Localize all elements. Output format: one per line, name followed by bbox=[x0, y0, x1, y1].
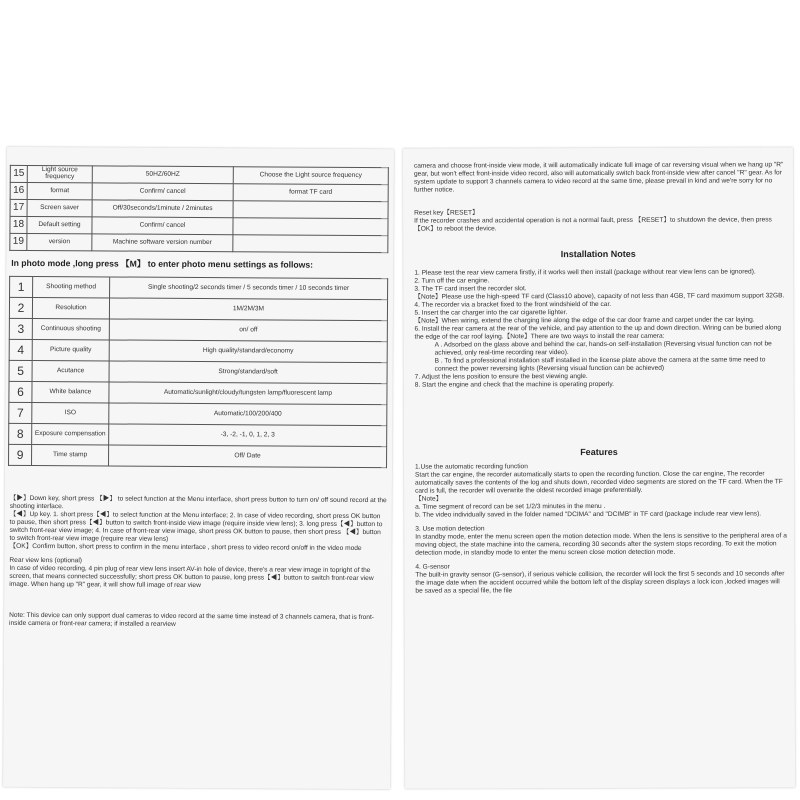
menu-item-name: Continuous shooting bbox=[32, 318, 109, 339]
menu-item-options: on/ off bbox=[109, 319, 387, 342]
row-number: 7 bbox=[9, 402, 32, 423]
row-number: 18 bbox=[10, 216, 27, 233]
row-number: 1 bbox=[10, 276, 33, 297]
feature-line: a. Time segment of record can be set 1/2/3 minutes in the menu . bbox=[415, 502, 606, 511]
setting-description bbox=[233, 218, 388, 236]
menu-item-options: Automatic/sunlight/cloudy/tungsten lamp/fluorescent lamp bbox=[109, 382, 387, 405]
installation-step: 1. Please test the rear view camera firstly, if it works well then install (package without rear view lens can be ignored). bbox=[414, 268, 756, 277]
setting-options: Off/30seconds/1minute / 2minutes bbox=[92, 200, 233, 218]
menu-item-options: -3, -2, -1, 0, 1, 2, 3 bbox=[109, 424, 387, 447]
setting-description: format TF card bbox=[233, 184, 388, 202]
setting-name: Light source frequency bbox=[27, 165, 92, 182]
row-number: 4 bbox=[9, 339, 32, 360]
row-number: 9 bbox=[9, 444, 32, 465]
menu-item-options: 1M/2M/3M bbox=[109, 298, 387, 321]
right-manual-page bbox=[403, 147, 795, 788]
setting-options: Confirm/ cancel bbox=[92, 183, 233, 201]
menu-item-options: Strong/standard/soft bbox=[109, 361, 387, 384]
installation-step: 2. Turn off the car engine. bbox=[414, 277, 490, 285]
installation-step: 6. Install the rear camera at the rear of the vehicle, and pay attention to the up and down direction. Wiring can be buried along the edge of the car roof laying.【Note】There are two ways to install the rear camera: bbox=[414, 324, 782, 341]
installation-step: 4. The recorder via a bracket fixed to the front windshield of the car. bbox=[414, 300, 612, 309]
photo-menu-heading: In photo mode ,long press 【M】 to enter photo menu settings as follows: bbox=[11, 257, 314, 270]
row-number: 15 bbox=[10, 165, 27, 182]
menu-item-name: White balance bbox=[32, 381, 109, 402]
installation-step: A . Adsorbed on the glass above and behind the car, hands-on self-installation (Reversing visual function can not be achieved, only real-time recording rear video). bbox=[434, 340, 772, 357]
menu-item-options: Off/ Date bbox=[109, 445, 387, 468]
table-row bbox=[9, 297, 387, 320]
rear-view-heading: Rear view lens (optional) bbox=[9, 556, 83, 565]
table-row bbox=[9, 381, 387, 404]
ok-key-text: 【OK】Confirm button, short press to confirm in the menu interface , short press to video record on/off in the video mode bbox=[9, 542, 362, 552]
feature-line: In standby mode, enter the menu screen open the motion detection mode. When the lens is sensitive to the peripheral area of a moving object, the state machine into the camera, recording 30 seconds after the system stops recording. To exit the motion detection mode, in standby mode to enter the menu screen close motion detection mode. bbox=[415, 532, 787, 557]
dual-camera-note bbox=[9, 612, 387, 630]
down-key-text: 【▶】Down key, short press 【▶】 to select function at the Menu interface, short press button to turn on/ off sound record at the shooting interface. bbox=[9, 494, 387, 511]
table-row bbox=[9, 423, 387, 446]
feature-line: b. The video individually saved in the folder named "DCIMA" and "DCIMB" in TF card (package include rear view lens). bbox=[415, 510, 762, 519]
setting-options: 50HZ/60HZ bbox=[92, 166, 233, 184]
features-list bbox=[415, 462, 787, 595]
setting-options: Confirm/ cancel bbox=[92, 217, 233, 235]
reset-text: If the recorder crashes and accidental operation is not a normal fault, press 【RESET】to shutdown the device, then press【OK】to reboot the device. bbox=[414, 216, 772, 233]
feature-line: 4. G-sensor bbox=[415, 563, 450, 571]
menu-item-options: Single shooting/2 seconds timer / 5 seconds timer / 10 seconds timer bbox=[110, 277, 388, 300]
row-number: 19 bbox=[10, 233, 27, 250]
installation-step: 【Note】Please use the high-speed TF card (Class10 above), capacity of not less than 4GB, TF card maximum support 32GB. bbox=[414, 292, 785, 301]
table-row bbox=[10, 233, 388, 252]
rear-view-section bbox=[9, 557, 387, 591]
photo-menu-table bbox=[8, 276, 388, 468]
installation-step: B . To find a professional installation staff installed in the license plate above the camera at the same time need to connect the power reversing lights (Reversing visual function can be achieved) bbox=[434, 356, 766, 373]
table-row bbox=[9, 402, 387, 425]
setting-name: format bbox=[27, 182, 92, 199]
menu-item-name: Exposure compensation bbox=[32, 423, 109, 444]
row-number: 6 bbox=[9, 381, 32, 402]
installation-step: 5. Insert the car charger into the car cigarette lighter. bbox=[414, 309, 568, 317]
setting-description bbox=[233, 235, 388, 253]
feature-line: 1.Use the automatic recording function bbox=[414, 463, 528, 471]
table-row bbox=[9, 360, 387, 383]
menu-item-name: Shooting method bbox=[33, 276, 110, 297]
reset-heading: Reset key【RESET】 bbox=[414, 209, 479, 217]
continued-text: camera and choose front-inside view mode, it will automatically indicate full image of car reversing visual when we hang up "R" gear, but won't effect front-inside video record, also will automatically switch back front-inside view after cancel "R" gear. As for system update to support 3 channels camera to video record at the same time, please prevail in kind and we're sorry for no further notice. bbox=[413, 161, 784, 194]
system-settings-table bbox=[9, 165, 389, 253]
row-number: 16 bbox=[10, 182, 27, 199]
menu-item-options: High quality/standard/economy bbox=[109, 340, 387, 363]
feature-line: 3. Use motion detection bbox=[415, 525, 485, 533]
row-number: 2 bbox=[9, 297, 32, 318]
table-row bbox=[10, 276, 388, 299]
setting-options: Machine software version number bbox=[92, 234, 233, 252]
installation-step: 7. Adjust the lens position to ensure the best viewing angle. bbox=[414, 373, 588, 381]
rear-camera-continued bbox=[414, 161, 784, 194]
row-number: 3 bbox=[9, 318, 32, 339]
menu-item-name: Time stamp bbox=[32, 444, 109, 465]
feature-line: 【Note】 bbox=[415, 495, 443, 503]
setting-description: Choose the Light source frequency bbox=[233, 167, 388, 185]
menu-item-options: Automatic/100/200/400 bbox=[109, 403, 387, 426]
left-manual-page bbox=[3, 147, 394, 789]
installation-notes-title: Installation Notes bbox=[560, 248, 636, 260]
row-number: 5 bbox=[9, 360, 32, 381]
menu-item-name: Acutance bbox=[32, 360, 109, 381]
installation-step: 8. Start the engine and check that the machine is operating properly. bbox=[414, 380, 615, 389]
up-key-text: 【◀】Up key. 1. short press【◀】to select function at the Menu interface; 2. In case of video recording, short press OK button to pause, then short press【◀】button to switch front-inside view image (require inside view lens); 3. long press【◀】button to switch front-rear view image; 4. In case of front-rear view image, short press OK button to pause, then short press 【◀】button to switch front-rear view image (require rear view lens) bbox=[9, 510, 383, 543]
feature-line: The built-in gravity sensor (G-sensor), if serious vehicle collision, the recorder will lock the first 5 seconds and 10 seconds after the image date when the accident occurred while the bottom left of the display screen displays a lock icon ,locked images will be saved as a special file, the file bbox=[415, 570, 785, 595]
setting-name: Default setting bbox=[27, 216, 92, 233]
setting-name: version bbox=[27, 233, 92, 250]
button-instructions bbox=[9, 495, 387, 553]
feature-line: Start the car engine, the recorder automatically starts to open the recording function. Close the car engine, The recorder automatically saves the contents of the log and shuts down, recorded video segments are stored on the TF card. When the TF card is full, the recorder will overwrite the oldest recorded image preferentially. bbox=[415, 470, 783, 495]
features-title: Features bbox=[580, 446, 618, 458]
table-row bbox=[9, 318, 387, 341]
menu-item-name: Picture quality bbox=[32, 339, 109, 360]
table-row bbox=[9, 339, 387, 362]
setting-name: Screen saver bbox=[27, 199, 92, 216]
table-row bbox=[9, 444, 387, 467]
reset-key-section bbox=[414, 208, 784, 233]
installation-step: 【Note】When wiring, extend the charging line along the edge of the car door frame and carpet under the car laying. bbox=[414, 316, 755, 325]
setting-description bbox=[233, 201, 388, 219]
row-number: 17 bbox=[10, 199, 27, 216]
row-number: 8 bbox=[9, 423, 32, 444]
menu-item-name: ISO bbox=[32, 402, 109, 423]
menu-item-name: Resolution bbox=[32, 297, 109, 318]
installation-notes-list bbox=[414, 268, 786, 389]
installation-step: 3. The TF card insert the recorder slot. bbox=[414, 285, 527, 293]
rear-view-text: In case of video recording, 4 pin plug of rear view lens insert AV-in hole of device, there's a rear view image in topright of the screen, that means connected successfully; short press OK button to pause, long press【◀】button to switch front-rear view image. When hang up "R" gear, it will show full image of rear view bbox=[9, 564, 374, 590]
note-text: Note: This device can only support dual cameras to video record at the same time instead of 3 channels camera, that is front-inside camera or front-rear camera; if installed a rearview bbox=[9, 611, 375, 628]
